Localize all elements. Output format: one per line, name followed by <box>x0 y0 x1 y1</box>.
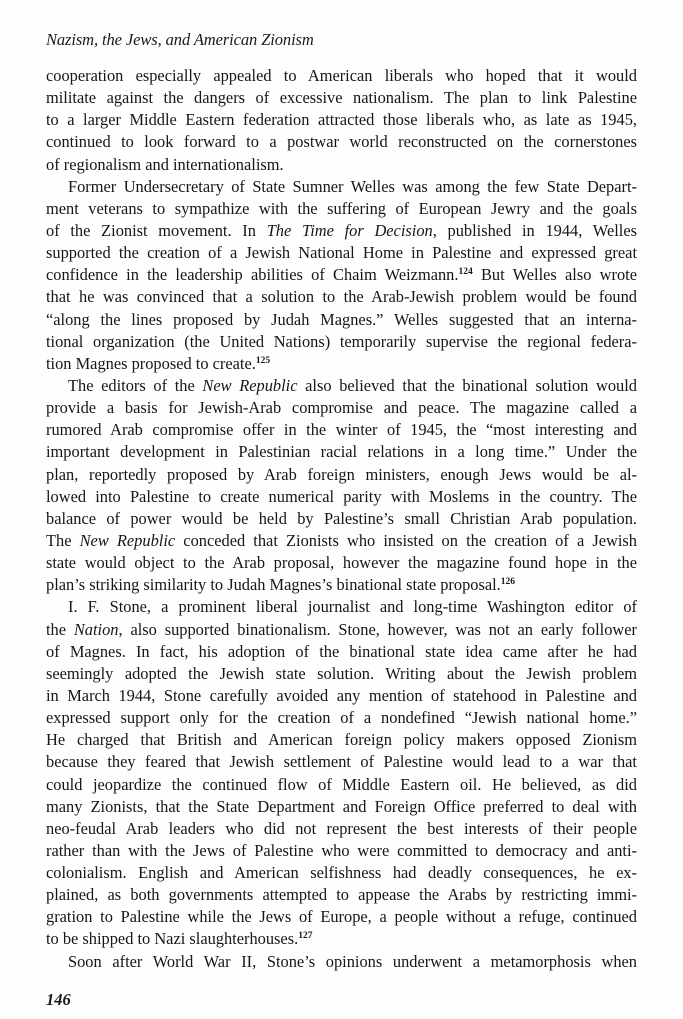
text-line <box>46 286 637 308</box>
text-run: confidence in the leadership abilities of Chaim Weizmann. <box>46 265 459 285</box>
text-line <box>46 641 637 663</box>
text-run: continued to look forward to a postwar world reconstructed on the cornerstones <box>46 132 637 152</box>
text-run: rumored Arab compromise offer in the winter of 1945, the “most interesting and <box>46 420 637 440</box>
text-line <box>46 951 637 973</box>
text-run: gration to Palestine while the Jews of Europe, a people without a refuge, continued <box>46 907 637 927</box>
text-line <box>46 198 637 220</box>
text-run: the <box>46 619 74 639</box>
text-run: supported the creation of a Jewish National Home in Palestine and expressed great <box>46 243 637 263</box>
text-run: of regionalism and internationalism. <box>46 154 284 174</box>
running-head: Nazism, the Jews, and American Zionism <box>46 30 314 49</box>
text-run: also believed that the binational solution would <box>297 375 637 395</box>
text-line <box>46 840 637 862</box>
text-run: many Zionists, that the State Department and Foreign Office preferred to deal with <box>46 796 637 816</box>
text-run: The <box>46 530 80 550</box>
text-run: rather than with the Jews of Palestine who were committed to democracy and anti- <box>46 840 637 860</box>
italic-title: The Time for Decision <box>266 220 433 240</box>
text-run: state would object to the Arab proposal, however the magazine found hope in the <box>46 553 637 573</box>
text-run: Former Undersecretary of State Sumner Welles was among the few State Depart- <box>68 176 637 196</box>
text-line <box>46 906 637 928</box>
text-run: The editors of the <box>68 375 203 395</box>
footnote-marker: 124 <box>458 267 473 278</box>
italic-title: Nation <box>73 619 119 639</box>
text-run: colonialism. English and American selfishness had deadly consequences, he ex- <box>46 863 637 883</box>
text-line <box>46 176 637 198</box>
text-run: to be shipped to Nazi slaughterhouses. <box>46 929 299 949</box>
italic-title: New Republic <box>79 530 176 550</box>
footnote-marker: 126 <box>500 577 516 588</box>
text-run: ment veterans to sympathize with the suffering of European Jewry and the goals <box>46 198 637 218</box>
text-line <box>46 419 637 441</box>
text-line <box>46 109 637 131</box>
text-run: that he was convinced that a solution to the Arab-Jewish problem would be found <box>46 287 637 307</box>
text-line <box>46 309 637 331</box>
text-run: balance of power would be held by Palestine’s small Christian Arab population. <box>46 508 637 528</box>
text-line <box>46 441 637 463</box>
text-line <box>46 508 637 530</box>
text-line <box>46 928 637 950</box>
text-run: militate against the dangers of excessive nationalism. The plan to link Palestine <box>46 88 637 108</box>
text-run: seemingly adopted the Jewish state solution. Writing about the Jewish problem <box>46 663 637 683</box>
text-run: plained, as both governments attempted to appease the Arabs by restricting immi- <box>46 885 637 905</box>
text-run: But Welles also wrote <box>472 265 637 285</box>
text-run: because they feared that Jewish settlement of Palestine would lead to a war that <box>46 752 637 772</box>
text-run: plan’s striking similarity to Judah Magnes’s binational state proposal. <box>46 575 501 595</box>
text-run: I. F. Stone, a prominent liberal journalist and long-time Washington editor of <box>68 597 637 617</box>
text-run: , published in 1944, Welles <box>432 220 637 240</box>
text-line <box>46 65 637 87</box>
text-line <box>46 818 637 840</box>
footnote-marker: 127 <box>298 931 313 942</box>
text-line <box>46 619 637 641</box>
text-line <box>46 242 637 264</box>
text-line <box>46 154 637 176</box>
text-line <box>46 796 637 818</box>
text-line <box>46 486 637 508</box>
text-line <box>46 353 637 375</box>
text-run: lowed into Palestine to create numerical parity with Moslems in the country. The <box>46 486 637 506</box>
text-line <box>46 264 637 286</box>
text-line <box>46 331 637 353</box>
text-run: , also supported binationalism. Stone, however, was not an early follower <box>118 619 637 639</box>
text-run: to a larger Middle Eastern federation attracted those liberals who, as late as 1945, <box>46 110 637 130</box>
text-line <box>46 530 637 552</box>
text-line <box>46 862 637 884</box>
text-run: could jeopardize the continued flow of Middle Eastern oil. He believed, as did <box>46 774 637 794</box>
text-line <box>46 131 637 153</box>
text-run: expressed support only for the creation of a nondefined “Jewish national home.” <box>46 708 637 728</box>
text-run: cooperation especially appealed to American liberals who hoped that it would <box>46 66 637 85</box>
text-line <box>46 574 637 596</box>
text-line <box>46 663 637 685</box>
page-number: 146 <box>46 990 71 1009</box>
text-run: tional organization (the United Nations) temporarily supervise the regional federa- <box>46 331 637 351</box>
text-run: neo-feudal Arab leaders who did not represent the best interests of their people <box>46 818 637 838</box>
body-text <box>46 65 637 973</box>
text-run: provide a basis for Jewish-Arab compromise and peace. The magazine called a <box>46 398 637 418</box>
text-run: “along the lines proposed by Judah Magnes.” Welles suggested that an interna- <box>46 309 637 329</box>
text-run: conceded that Zionists who insisted on the creation of a Jewish <box>175 530 637 550</box>
text-line <box>46 220 637 242</box>
text-run: of Magnes. In fact, his adoption of the binational state idea came after he had <box>46 641 637 661</box>
text-line <box>46 707 637 729</box>
footnote-marker: 125 <box>255 355 271 366</box>
text-line <box>46 552 637 574</box>
text-line <box>46 884 637 906</box>
italic-title: New Republic <box>202 375 298 395</box>
text-run: important development in Palestinian racial relations in a long time.” Under the <box>46 442 637 462</box>
text-line <box>46 375 637 397</box>
text-run: tion Magnes proposed to create. <box>46 353 256 373</box>
text-run: in March 1944, Stone carefully avoided any mention of statehood in Palestine and <box>46 685 637 705</box>
text-run: of the Zionist movement. In <box>46 220 267 240</box>
text-line <box>46 774 637 796</box>
text-line <box>46 685 637 707</box>
text-run: Soon after World War II, Stone’s opinions underwent a metamorphosis when <box>68 951 637 971</box>
text-line <box>46 87 637 109</box>
text-line <box>46 729 637 751</box>
text-line <box>46 751 637 773</box>
text-line <box>46 397 637 419</box>
text-line <box>46 464 637 486</box>
text-run: plan, reportedly proposed by Arab foreign ministers, enough Jews would be al- <box>46 464 637 484</box>
text-line <box>46 596 637 618</box>
text-run: He charged that British and American foreign policy makers opposed Zionism <box>46 730 637 750</box>
